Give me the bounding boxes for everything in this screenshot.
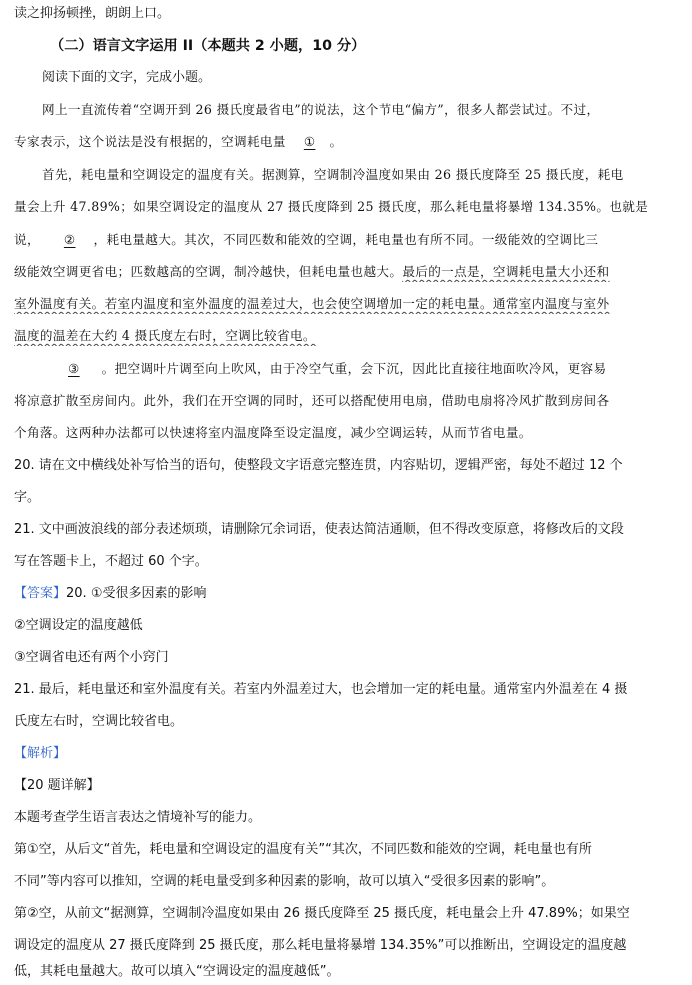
passage-text: 。把空调叶片调至向上吹风，由于冷空气重，会下沉，因此比直接往地面吹冷风，更容易 (101, 361, 607, 376)
instruction-text: 阅读下面的文字，完成小题。 (42, 70, 212, 85)
answer-line: 21. 最后，耗电量还和室外温度有关。若室内外温差过大，也会增加一定的耗电量。通常室内外温差在 4 摄 (14, 682, 628, 697)
passage-line: 将凉意扩散至房间内。此外，我们在开空调的同时，还可以搭配使用电扇，借助电扇将冷风扩散到房间各 (14, 393, 610, 408)
passage-line: 量会上升 47.89%；如果空调设定的温度从 27 摄氏度降到 25 摄氏度，那么耗电量将暴增 134.35%。也就是 (14, 199, 649, 214)
analysis-line: 不同”等内容可以推知，空调的耗电量受到多种因素的影响，故可以填入“受很多因素的影响”。 (14, 874, 555, 889)
passage-line: 网上一直流传着“空调开到 26 摄氏度最省电”的说法，这个节电“偏方”，很多人都尝试过。不过， (42, 102, 600, 117)
passage-text: 。 (329, 134, 343, 149)
passage-line: 首先，耗电量和空调设定的温度有关。据测算，空调制冷温度如果由 26 摄氏度降至 25 摄氏度，耗电 (42, 167, 624, 182)
analysis-label: 【解析】 (14, 746, 67, 761)
passage-line (14, 326, 679, 346)
passage-line (14, 262, 679, 282)
wavy-underlined-text: 室外温度有关。若室内温度和室外温度的温差过大，也会使空调增加一定的耗电量。通常室内温度与室外 (14, 296, 610, 311)
section-title: （二）语言文字运用 II（本题共 2 小题，10 分） (50, 38, 366, 54)
analysis-line: 调设定的温度从 27 摄氏度降到 25 摄氏度，那么耗电量将暴增 134.35%”可以推断出，空调设定的温度越 (14, 938, 627, 953)
blank-3: ③ (68, 361, 80, 376)
previous-answer-tail: 读之抑扬顿挫，朗朗上口。 (14, 6, 171, 21)
question-21-cont: 写在答题卡上，不超过 60 个字。 (14, 554, 208, 569)
answer-text: 20. ①受很多因素的影响 (66, 586, 207, 601)
analysis-line: 低，其耗电量越大。故可以填入“空调设定的温度越低”。 (14, 964, 340, 979)
question-21: 21. 文中画波浪线的部分表述烦琐，请删除冗余词语，使表达简洁通顺，但不得改变原意，将修改后的文段 (14, 522, 624, 537)
passage-text: 专家表示，这个说法是没有根据的，空调耗电量 (14, 134, 286, 149)
analysis-line: 本题考查学生语言表达之情境补写的能力。 (14, 810, 262, 825)
answer-label: 【答案】 (14, 586, 67, 601)
wavy-underlined-text: 最后的一点是，空调耗电量大小还和 (402, 264, 610, 279)
blank-1: ① (303, 134, 316, 149)
passage-line (42, 359, 679, 379)
answer-line: 氏度左右时，空调比较省电。 (14, 714, 184, 729)
question-20: 20. 请在文中横线处补写恰当的语句，使整段文字语意完整连贯，内容贴切，逻辑严密，每处不超过 12 个 (14, 458, 623, 473)
passage-text: ，耗电量越大。其次，不同匹数和能效的空调，耗电量也有所不同。一级能效的空调比三 (93, 232, 599, 247)
wavy-underlined-text: 温度的温差在大约 4 摄氏度左右时，空调比较省电。 (14, 328, 316, 343)
passage-line (14, 294, 679, 314)
detail-label: 【20 题详解】 (14, 778, 100, 793)
question-20-cont: 字。 (14, 490, 41, 505)
analysis-line: 第②空，从前文“据测算，空调制冷温度如果由 26 摄氏度降至 25 摄氏度，耗电量会上升 47.89%；如果空 (14, 906, 630, 921)
passage-text: 说， (14, 232, 40, 247)
passage-line: 个角落。这两种办法都可以快速将室内温度降至设定温度，减少空调运转，从而节省电量。 (14, 425, 532, 440)
passage-line (14, 230, 679, 250)
answer-line: ②空调设定的温度越低 (14, 618, 143, 633)
blank-2: ② (63, 232, 76, 247)
passage-line (14, 132, 679, 152)
analysis-line: 第①空，从后文“首先，耗电量和空调设定的温度有关”“其次，不同匹数和能效的空调，耗电量也有所 (14, 842, 592, 857)
answer-line (14, 584, 679, 604)
passage-text: 级能效空调更省电；匹数越高的空调，制冷越快，但耗电量也越大。 (14, 264, 403, 279)
answer-line: ③空调省电还有两个小窍门 (14, 650, 169, 665)
